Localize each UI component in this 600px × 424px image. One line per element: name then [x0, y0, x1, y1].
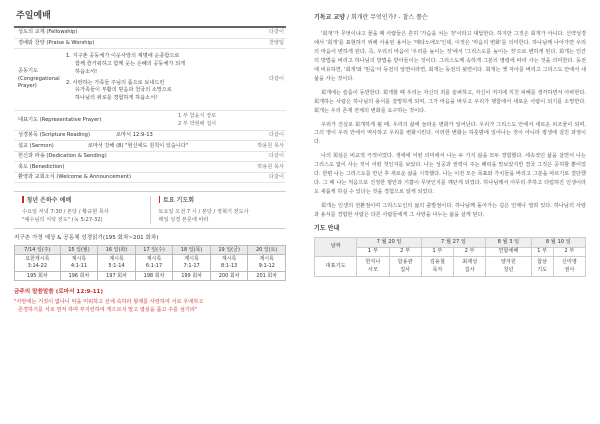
prayer-line: 1. 지구촌 공동체가 이웃사랑의 계명에 순종함으로: [66, 53, 180, 60]
order-item-leader: 다같이: [268, 153, 284, 160]
guide-service: 1 부: [531, 248, 553, 257]
reading-cell: [173, 255, 211, 272]
reading-day-header: 16 일(화): [98, 246, 136, 255]
article-paragraph: 나의 회심은 비교적 극적이었다. 생애에 어떤 의미에서 나는 두 가지 삶을 모두 경험했다. 세속적인 삶을 살면서 나는 그리스도 없이 사는 것이 어떤 것인지를 보았다. 나는 성공과 권력이 주는 쾌락을 맛보았지만 결국 그것은 공허할 뿐이었다. 한편 나는 그리스도를 만난 후 새로운 삶을 시작했다. 나는 이전 모든 목표와 가치들을 버리고 그분을 따르기로 결단했다. 그 때 나는 처음으로 진정한 평안과 기쁨이 무엇인지를 깨닫게 되었다. 하나님께서 아무리 추하고 더럽혀진 인생이라도 새롭게 하실 수 있다는 것을 경험으로 알게 되었다.: [314, 153, 586, 196]
guide-service: 1 부: [357, 248, 389, 257]
order-item-name: 축도 (Benediction): [18, 163, 65, 170]
prayer-guide-title: 기도 안내: [314, 224, 340, 232]
reading-verses: 9:1-12: [258, 263, 275, 270]
reading-cell: [15, 255, 61, 272]
guide-person: [453, 257, 485, 277]
reading-verses: 6:1-17: [145, 263, 163, 270]
reading-day-header: 7/14 일(주): [15, 246, 61, 255]
reading-verses: 5:1-14: [108, 263, 125, 270]
guide-person: [389, 257, 421, 277]
youth-service-topic: "예수님의 식탁 전도" (눅 5:27-32): [22, 216, 103, 223]
reading-day-header: 17 일(수): [135, 246, 173, 255]
saturday-prayer-title: [159, 196, 279, 205]
prayer-line: 하옵소서!: [75, 68, 98, 75]
saturday-prayer-time: 토요일 오전 7 시 / 본당 / 정혁기 전도사: [158, 208, 249, 215]
worship-title: 주일예배: [16, 11, 51, 21]
leader-service-2: 2 부 박현배 집사: [178, 121, 217, 128]
person-name: 신미영: [561, 258, 577, 265]
prayer-line: 2. 사랑하는 가족들 주님의 품으로 보내드린: [66, 79, 165, 86]
order-item-name: 헌신과 파송 (Dedication & Sending): [18, 153, 107, 160]
prayer-guide-table: [314, 237, 586, 277]
bible-reading-title: 지구촌 가정 예상 & 공동체 성경읽기(195 회차~201 회차): [14, 234, 159, 241]
reading-count: 196 회차: [60, 272, 98, 281]
leader-service-1: 1 부 함윤식 장로: [178, 113, 217, 120]
bible-reading-table: [14, 245, 286, 281]
guide-header-row: [315, 238, 586, 248]
guide-person: [531, 257, 553, 277]
saturday-prayer-title-text: 토요 기도회: [163, 197, 195, 205]
reading-cell: [248, 255, 286, 272]
prayer-line: 유가족들이 부활의 믿음과 천국의 소망으로: [75, 87, 172, 94]
worship-column: [14, 10, 286, 418]
order-item-name: 성도의 교제 (Fellowship): [18, 29, 78, 36]
weekly-verse-title: 금주의 말씀말씀 (로마서 12:9-11): [14, 289, 104, 296]
person-title: 권사: [564, 266, 575, 273]
reading-book: 계시록: [259, 256, 274, 263]
youth-service-info: [14, 196, 150, 223]
guide-date: 7 월 20 일: [357, 238, 421, 248]
person-title: 사모: [367, 266, 378, 273]
article-paragraph: '회개'가 무엇이냐고 물을 때 사람들은 흔히 '가슴을 치는 것'이라고 대답한다. 하지만 그것은 회개가 아니다. 신약성경에서 '회개'를 표현하기 위해 사용된 용어는 '메타노에오'인데, 이것은 '마음의 변화'를 의미한다. 하나님께 나아가면 우리의 마음이 변하게 된다. 즉, 우리의 마음이 '우리를 높이는 것'에서 '그리스도를 높이는 것'으로 변하게 된다. 회개는 인간의 방법을 버리고 하나님의 방법을 받아들이는 것이다. 그리스도께 속하게 그분의 명령에 따라 사는 것을 의미한다. 동전에 비유하면, '회개'와 '믿음'이 동전의 앞면이라면, 회개는 동전의 뒷면이다. 회개는 옛 자아를 버리고 그리스도 안에서 새 삶을 사는 것이다.: [314, 31, 586, 82]
prayer-label: [18, 68, 62, 91]
prayer-line: 함께 즐거워하고 함께 웃는 은혜의 공동체가 되게: [75, 60, 186, 67]
order-row: [14, 173, 286, 184]
youth-service-title: [22, 196, 142, 205]
person-title: 청년: [503, 266, 514, 273]
guide-service: 2 부: [389, 248, 421, 257]
reading-count: 199 회차: [173, 272, 211, 281]
guide-date: 8 월 3 일: [486, 238, 531, 248]
reading-verses: 7:1-17: [183, 263, 200, 270]
article-paragraph: 우리가 진실로 회개하게 될 때, 우리의 삶에 놀라운 변화가 일어난다. 우리가 그리스도 안에서 새로운 피조물이 되며, 그의 영이 우리 안에서 역사하고 우리를 변화시킨다. 이러한 변화는 하룻밤에 일어나는 것이 아니라 평생에 걸친 과정이다.: [314, 121, 586, 146]
reading-day-header: 19 일(금): [210, 246, 248, 255]
person-name: 양자원: [500, 258, 516, 265]
article-subtitle: 회개란 무엇인가? - 찰스 쫄슨: [350, 14, 428, 21]
reading-header-row: [15, 246, 286, 255]
order-item-leader: 찬양팀: [268, 39, 284, 46]
reading-book: 계시록: [221, 256, 237, 263]
representative-prayer-row: [14, 111, 286, 131]
person-title: 기도: [537, 266, 548, 273]
article-column: [314, 14, 586, 418]
guide-person: [486, 257, 531, 277]
prayer-item: [66, 80, 248, 103]
reading-count: 198 회차: [135, 272, 173, 281]
weekly-verse-line: "사랑에는 거짓이 없나니 악을 미워하고 선에 속하라 형제를 사랑하여 서로 우애하고: [14, 298, 204, 305]
guide-person: [421, 257, 453, 277]
reading-count: 195 회차: [15, 272, 61, 281]
accent-bar: [22, 196, 24, 203]
reading-book: 요한계시록: [25, 256, 50, 263]
guide-service: 1 부: [421, 248, 453, 257]
reading-day-header: 18 일(목): [173, 246, 211, 255]
youth-service-time: 수요일 저녁 7:30 / 본당 / 황규현 목사: [22, 208, 109, 215]
prayer-label-line: Prayer): [18, 83, 37, 90]
person-title: 집사: [464, 266, 475, 273]
reading-count: 200 회차: [210, 272, 248, 281]
reading-book: 계시록: [109, 256, 124, 263]
scripture-row: [14, 131, 286, 142]
prayer-leader: 다같이: [268, 76, 284, 83]
reading-count-row: [15, 272, 286, 281]
weekly-verse-text: [14, 299, 286, 315]
prayer-label-line: (Congregational: [18, 75, 60, 82]
sermon-row: [14, 141, 286, 152]
reading-book: 계시록: [184, 256, 199, 263]
article-title: [314, 14, 586, 22]
reading-cell: [135, 255, 173, 272]
order-row: [14, 39, 286, 50]
reading-book: 계시록: [71, 256, 87, 263]
order-row: [14, 152, 286, 163]
guide-date-header: 날짜: [315, 238, 357, 257]
weekly-meetings: [14, 191, 286, 228]
prayer-item: [66, 53, 248, 76]
article-paragraph: 회개에는 슬픔이 동반한다. 회개할 때 우리는 자신의 죄를 슬퍼하고, 자신이 저지에 끼친 피해를 생각하면서 아파한다. 회개하는 사람은 하나님의 용서를 갈망하게 되며, 그가 마음을 바꾸고 우리가 행함에서 새로운 사람이 되기를 소망한다. 회개는 우리 존재 전체의 변화를 요구하는 것이다.: [314, 89, 586, 114]
reading-cell: [60, 255, 98, 272]
person-name: 한지나: [365, 258, 381, 265]
youth-service-title-text: 청년 은하수 예배: [26, 197, 72, 205]
sermon-title: 로마서 강해 (8) "현신에도 원칙이 있습니다": [87, 142, 189, 149]
article-paragraph: 회개는 인생의 전환점이며 그리스도인의 삶의 출발점이다. 하나님께 돌아가는 길은 언제나 열려 있다. 하나님의 사랑과 용서를 경험한 사람은 다른 사람들에게 그 사랑을 나누는 삶을 살게 된다.: [314, 203, 586, 218]
congregational-prayer: [14, 49, 286, 111]
guide-date: 8 월 10 일: [531, 238, 585, 248]
accent-bar: [159, 196, 161, 203]
reading-verses: 3:14-22: [27, 263, 48, 270]
person-title: 목자: [432, 266, 443, 273]
guide-service: 2 부: [553, 248, 585, 257]
article-body: [314, 30, 586, 220]
prayer-body: [62, 53, 248, 106]
person-name: 최재성: [462, 258, 478, 265]
order-item-leader: 박용원 목사: [257, 163, 284, 170]
order-item-leader: 다같이: [268, 132, 284, 139]
person-name: 함삼: [537, 258, 548, 265]
order-row: [14, 162, 286, 173]
order-item-leader: 다같이: [268, 29, 284, 36]
reading-verses: 8:1-13: [221, 263, 238, 270]
saturday-prayer-topic: 매일 성경 본문에 따라: [158, 216, 209, 223]
order-item-leader: 다같이: [268, 174, 284, 181]
weekly-verse-line: 존경하기를 서로 먼저 하며 부지런하여 게으르지 말고 열심을 품고 주를 섬기라": [18, 306, 198, 313]
guide-row-label: 대표기도: [315, 257, 357, 277]
reading-count: 197 회차: [98, 272, 136, 281]
guide-service: 연합예배: [486, 248, 531, 257]
prayer-label-line: 공동기도: [18, 67, 39, 74]
guide-person: [357, 257, 389, 277]
article-title-separator: /: [347, 14, 350, 21]
order-item-name: 성경봉독 (Scripture Reading): [18, 132, 90, 139]
order-item-name: 경배와 찬양 (Praise & Worship): [18, 39, 95, 46]
reading-cell: [98, 255, 136, 272]
reading-book: 계시록: [146, 256, 162, 263]
article-section-name: 기독교 교양: [314, 14, 346, 21]
order-item-name: 환영과 교회소식 (Welcome & Announcement): [18, 174, 131, 181]
person-name: 김용철: [429, 258, 445, 265]
order-item-leader: 박용원 목사: [257, 142, 284, 149]
guide-person: [553, 257, 585, 277]
reading-verses: 4:1-11: [70, 263, 88, 270]
guide-service: 2 부: [453, 248, 485, 257]
prayer-leaders: [178, 112, 248, 129]
order-item-name: 대표기도 (Representative Prayer): [18, 116, 102, 123]
order-item-name: 설교 (Sermon): [18, 142, 54, 149]
reading-count: 201 회차: [248, 272, 286, 281]
prayer-line: 하나님의 위로를 경험하게 하옵소서!: [75, 95, 158, 102]
scripture-reference: 로마서 12:9-13: [116, 132, 153, 139]
person-name: 함용관: [397, 258, 413, 265]
saturday-prayer-info: [150, 196, 287, 223]
reading-cell: [210, 255, 248, 272]
person-title: 집사: [400, 266, 411, 273]
reading-day-header: 15 일(월): [60, 246, 98, 255]
guide-names-row: [315, 257, 586, 277]
reading-book-row: [15, 255, 286, 272]
order-row: [14, 28, 286, 39]
guide-date: 7 월 27 일: [421, 238, 485, 248]
reading-day-header: 20 일(토): [248, 246, 286, 255]
